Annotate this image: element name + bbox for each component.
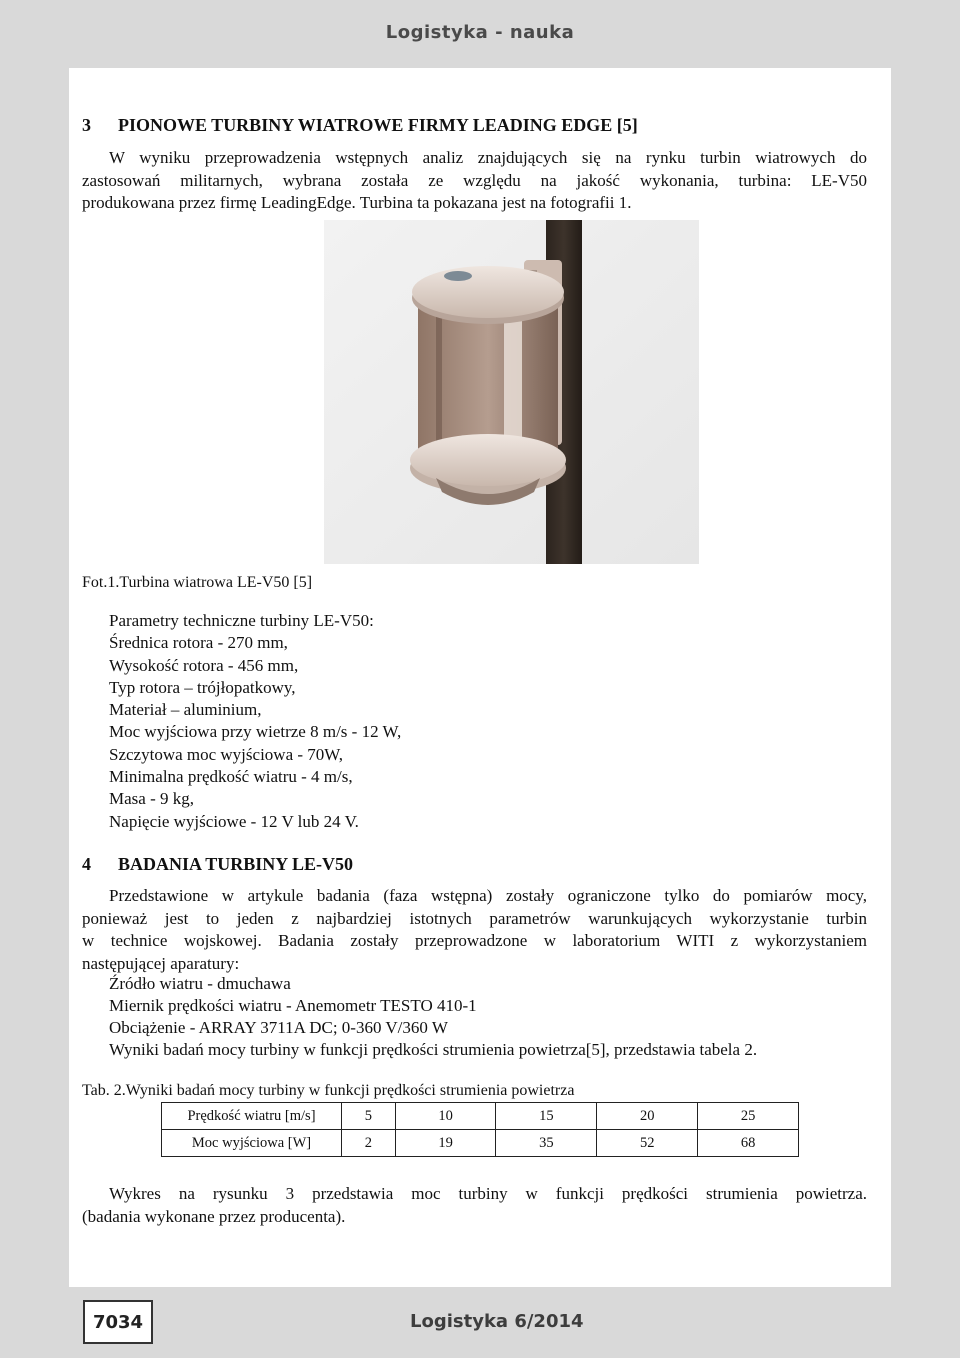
page — [69, 68, 891, 1287]
paragraph-line: Przedstawione w artykule badania (faza wstępna) zostały ograniczone tylko do pomiarów mocy, — [109, 886, 867, 905]
table-cell: 15 — [496, 1103, 597, 1130]
section-3-number: 3 — [82, 115, 91, 135]
table-cell: 19 — [395, 1130, 496, 1157]
table-cell: 25 — [698, 1103, 799, 1130]
table-row — [162, 1103, 799, 1130]
list-item: Źródło wiatru - dmuchawa — [109, 974, 291, 993]
parameter-line: Napięcie wyjściowe - 12 V lub 24 V. — [109, 811, 359, 831]
paragraph-line: zastosowań militarnych, wybrana została ze względu na jakość wykonania, turbina: LE-V50 — [82, 170, 867, 190]
parameter-line: Materiał – aluminium, — [109, 700, 262, 720]
turbine-photo — [324, 220, 699, 564]
table-cell: 35 — [496, 1130, 597, 1157]
section-4-title: BADANIA TURBINY LE-V50 — [118, 854, 354, 874]
section-3-paragraph — [82, 147, 867, 215]
parameter-line: Minimalna prędkość wiatru - 4 m/s, — [109, 767, 353, 787]
table-cell: 20 — [597, 1103, 698, 1130]
table-row-label: Moc wyjściowa [W] — [162, 1130, 342, 1157]
paragraph-line: produkowana przez firmę LeadingEdge. Turbina ta pokazana jest na fotografii 1. — [82, 193, 632, 212]
running-head: Logistyka - nauka — [385, 22, 575, 43]
results-table — [161, 1102, 799, 1157]
table-row-label: Prędkość wiatru [m/s] — [162, 1103, 342, 1130]
paragraph-line: w technice wojskowej. Badania zostały przeprowadzone w laboratorium WITI z wykorzystaniem — [82, 931, 867, 950]
technical-parameters — [109, 610, 401, 833]
paragraph-line: następującej aparatury: — [82, 953, 240, 973]
section-3-heading — [82, 115, 638, 136]
parameter-line: Masa - 9 kg, — [109, 789, 194, 809]
parameter-line: Szczytowa moc wyjściowa - 70W, — [109, 744, 344, 764]
paragraph-line: ponieważ jest to jeden z najbardziej istotnych parametrów warunkujących wykorzystanie turbin — [82, 908, 867, 928]
paragraph-line: (badania wykonane przez producenta). — [82, 1206, 346, 1226]
section-4-number: 4 — [82, 854, 91, 874]
list-item: Miernik prędkości wiatru - Anemometr TESTO 410-1 — [109, 996, 477, 1015]
section-3-title: PIONOWE TURBINY WIATROWE FIRMY LEADING EDGE [5] — [118, 115, 638, 135]
paragraph-line: W wyniku przeprowadzenia wstępnych analiz znajdujących się na rynku turbin wiatrowych do — [109, 148, 867, 167]
parameter-line: Parametry techniczne turbiny LE-V50: — [109, 611, 374, 630]
table-row — [162, 1130, 799, 1157]
table-cell: 10 — [395, 1103, 496, 1130]
table-cell: 2 — [342, 1130, 396, 1157]
section-4-heading — [82, 854, 353, 875]
paragraph-line: Wykres na rysunku 3 przedstawia moc turbiny w funkcji prędkości strumienia powietrza. — [109, 1184, 867, 1203]
apparatus-list — [109, 973, 757, 1061]
list-item: Obciążenie - ARRAY 3711A DC; 0-360 V/360 W — [109, 1018, 448, 1037]
table-cell: 52 — [597, 1130, 698, 1157]
closing-paragraph — [82, 1183, 867, 1228]
table-cell: 5 — [342, 1103, 396, 1130]
parameter-line: Moc wyjściowa przy wietrze 8 m/s - 12 W, — [109, 722, 402, 742]
section-4-paragraph — [82, 885, 867, 975]
journal-title: Logistyka 6/2014 — [410, 1311, 584, 1332]
parameter-line: Wysokość rotora - 456 mm, — [109, 655, 299, 675]
parameter-line: Średnica rotora - 270 mm, — [109, 633, 288, 653]
table-cell: 68 — [698, 1130, 799, 1157]
page-number: 7034 — [83, 1300, 153, 1344]
figure-caption: Fot.1.Turbina wiatrowa LE-V50 [5] — [82, 574, 313, 591]
table-caption: Tab. 2.Wyniki badań mocy turbiny w funkcji prędkości strumienia powietrza — [82, 1082, 575, 1099]
parameter-line: Typ rotora – trójłopatkowy, — [109, 677, 296, 697]
list-item: Wyniki badań mocy turbiny w funkcji prędkości strumienia powietrza[5], przedstawia tabela 2. — [109, 1040, 758, 1059]
